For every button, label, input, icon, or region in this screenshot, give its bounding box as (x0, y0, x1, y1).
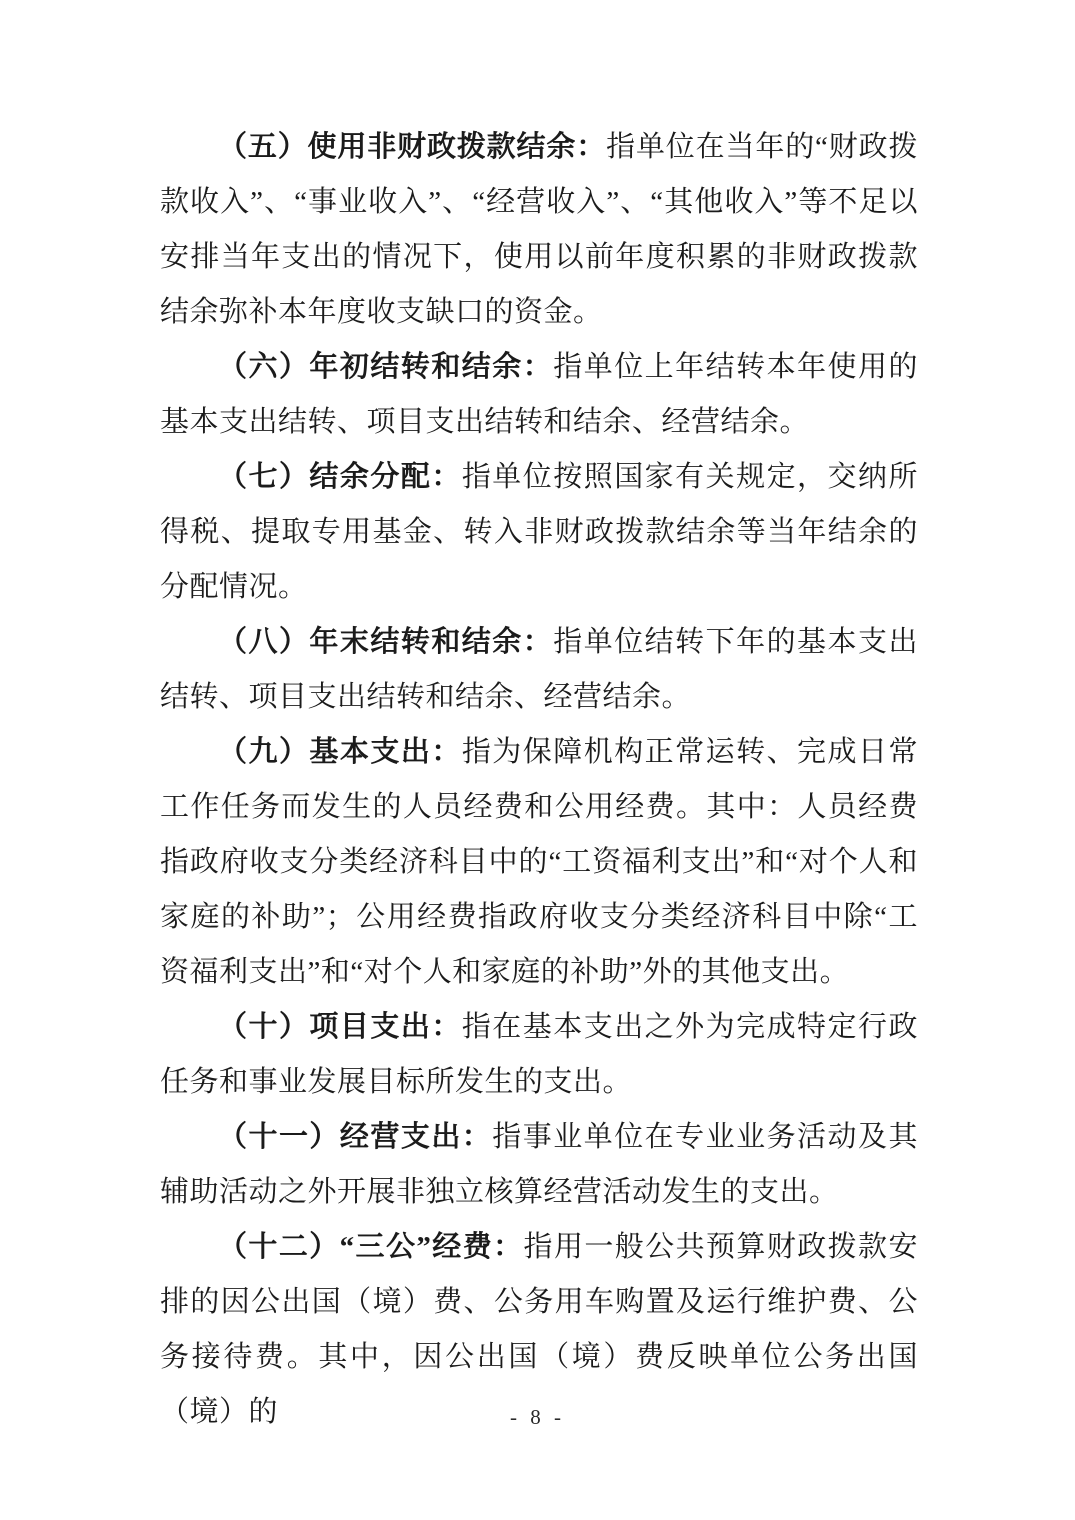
paragraph-text: 指在基本支出之外为完成特定行政任务和事业发展目标所发生的支出。 (160, 1011, 918, 1098)
paragraph-text: 指单位结转下年的基本支出结转、项目支出结转和结余、经营结余。 (160, 626, 918, 713)
paragraph-definition-9 (160, 725, 918, 1000)
paragraph-text: 指事业单位在专业业务活动及其辅助活动之外开展非独立核算经营活动发生的支出。 (160, 1121, 918, 1208)
paragraph-label: （八）年末结转和结余： (218, 626, 554, 658)
page-number: - 8 - (510, 1405, 565, 1429)
paragraph-label: （十二）“三公”经费： (218, 1231, 524, 1263)
paragraph-label: （七）结余分配： (218, 461, 462, 493)
paragraph-text: 指用一般公共预算财政拨款安排的因公出国（境）费、公务用车购置及运行维护费、公务接待费。其中，因公出国（境）费反映单位公务出国（境）的 (160, 1231, 918, 1428)
paragraph-text: 指单位在当年的“财政拨款收入”、“事业收入”、“经营收入”、“其他收入”等不足以安排当年支出的情况下，使用以前年度积累的非财政拨款结余弥补本年度收支缺口的资金。 (160, 131, 918, 328)
paragraph-definition-5 (160, 120, 918, 340)
paragraph-definition-11 (160, 1110, 918, 1220)
paragraph-label: （十一）经营支出： (218, 1121, 493, 1153)
paragraph-label: （九）基本支出： (218, 736, 462, 768)
paragraph-definition-8 (160, 615, 918, 725)
paragraph-label: （十）项目支出： (218, 1011, 462, 1043)
paragraph-definition-7 (160, 450, 918, 615)
paragraph-text: 指单位上年结转本年使用的基本支出结转、项目支出结转和结余、经营结余。 (160, 351, 918, 438)
paragraph-text: 指为保障机构正常运转、完成日常工作任务而发生的人员经费和公用经费。其中：人员经费指政府收支分类经济科目中的“工资福利支出”和“对个人和家庭的补助”；公用经费指政府收支分类经济科目中除“工资福利支出”和“对个人和家庭的补助”外的其他支出。 (160, 736, 918, 988)
document-body (160, 120, 918, 1440)
paragraph-definition-6 (160, 340, 918, 450)
paragraph-label: （六）年初结转和结余： (218, 351, 554, 383)
paragraph-label: （五）使用非财政拨款结余： (218, 131, 607, 163)
paragraph-text: 指单位按照国家有关规定，交纳所得税、提取专用基金、转入非财政拨款结余等当年结余的分配情况。 (160, 461, 918, 603)
paragraph-definition-10 (160, 1000, 918, 1110)
